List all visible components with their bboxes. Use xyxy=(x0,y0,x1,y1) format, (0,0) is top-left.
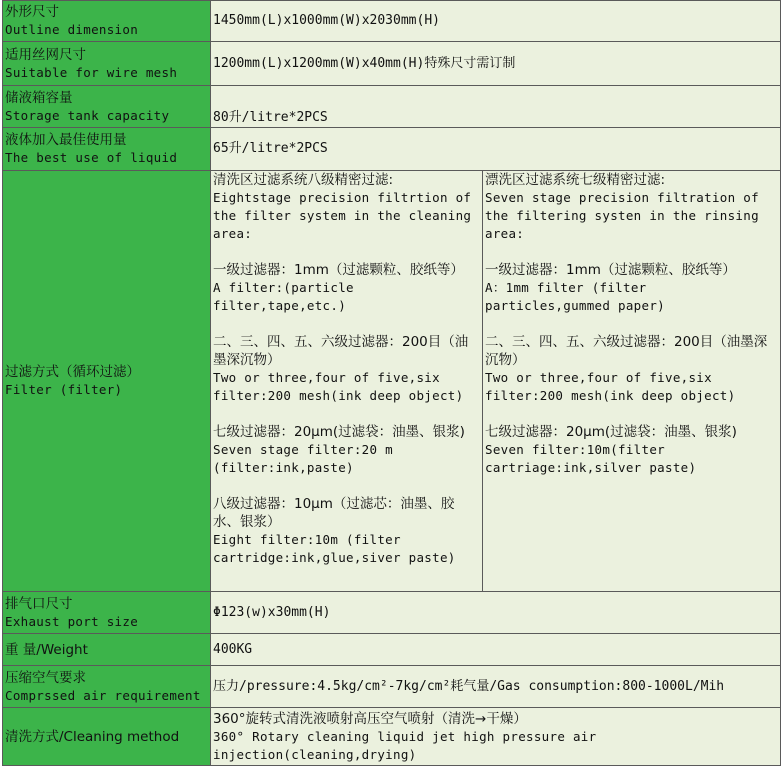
row-wire-mesh xyxy=(3,42,781,86)
cleaning-stage7-zh: 七级过滤器：20μm(过滤袋：油墨、银浆) xyxy=(213,424,465,440)
liquid-value xyxy=(211,128,781,171)
row-best-liquid xyxy=(3,128,781,171)
mesh-label xyxy=(3,42,211,86)
row-storage-tank xyxy=(3,86,781,128)
weight-value-text: 400KG xyxy=(213,641,253,657)
mesh-label-zh: 适用丝网尺寸 xyxy=(5,46,86,63)
liquid-label xyxy=(3,128,211,171)
outline-value xyxy=(211,1,781,42)
liquid-value-text: 65升/litre*2PCS xyxy=(213,141,328,156)
spacer xyxy=(213,405,480,423)
spacer xyxy=(213,315,480,333)
spacer xyxy=(485,405,778,423)
outline-value-text: 1450mm(L)x1000mm(W)x2030mm(H) xyxy=(213,13,440,28)
row-compressed-air xyxy=(3,666,781,708)
rinsing-stage1-zh: 一级过滤器：1mm（过滤颗粒、胶纸等） xyxy=(485,262,736,278)
row-cleaning-method xyxy=(3,708,781,766)
cleaning-method-value-en: 360° Rotary cleaning liquid jet high pressure air injection(cleaning,drying) xyxy=(213,728,597,762)
tank-label-zh: 储液箱容量 xyxy=(5,89,73,106)
air-label-zh: 压缩空气要求 xyxy=(5,669,86,686)
cleaning-method-value xyxy=(211,708,781,766)
tank-label xyxy=(3,86,211,128)
outline-label xyxy=(3,1,211,42)
mesh-value xyxy=(211,42,781,86)
row-weight xyxy=(3,634,781,666)
filter-label xyxy=(3,171,211,592)
weight-value xyxy=(211,634,781,666)
outline-label-en: Outline dimension xyxy=(5,22,139,37)
exhaust-value-text: Φ123(w)x30mm(H) xyxy=(213,604,331,620)
weight-label-text: 重 量/Weight xyxy=(5,641,88,658)
rinsing-stage2-en: Two or three,four of five,six filter:200 mesh(ink deep object) xyxy=(485,370,736,403)
filter-label-zh: 过滤方式（循环过滤） xyxy=(5,364,140,380)
row-outline-dimension xyxy=(3,1,781,42)
rinsing-filter-column xyxy=(483,171,781,592)
row-filter xyxy=(3,171,781,592)
cleaning-title-zh: 清洗区过滤系统八级精密过滤: xyxy=(213,172,394,188)
row-exhaust-port xyxy=(3,592,781,634)
cleaning-stage8-zh: 八级过滤器：10μm（过滤芯：油墨、胶水、银浆） xyxy=(213,496,455,530)
cleaning-stage8-en: Eight filter:10m (filter cartridge:ink,glue,siver paste) xyxy=(213,532,456,565)
rinsing-stage1-en: A：1mm filter (filter particles,gummed paper) xyxy=(485,280,665,313)
rinsing-stage7-en: Seven filter:10m(filter cartriage:ink,silver paste) xyxy=(485,442,697,475)
spacer xyxy=(485,315,778,333)
tank-value xyxy=(211,86,781,128)
tank-label-en: Storage tank capacity xyxy=(5,107,170,123)
exhaust-label-zh: 排气口尺寸 xyxy=(5,595,73,612)
cleaning-stage2-en: Two or three,four of five,six filter:200 mesh(ink deep object) xyxy=(213,370,464,403)
air-label-en: Comprssed air requirement xyxy=(5,687,201,703)
rinsing-title-en: Seven stage precision filtration of the filtering systen in the rinsing area: xyxy=(485,190,759,241)
mesh-value-text: 1200mm(L)x1200mm(W)x40mm(H)特殊尺寸需订制 xyxy=(213,55,516,71)
cleaning-method-label xyxy=(3,708,211,766)
cleaning-stage1-zh: 一级过滤器：1mm（过滤颗粒、胶纸等） xyxy=(213,262,464,278)
cleaning-method-label-text: 清洗方式/Cleaning method xyxy=(5,728,180,745)
air-value-text: 压力/pressure:4.5kg/cm²-7kg/cm²耗气量/Gas consumption:800-1000L/Mih xyxy=(213,678,725,694)
cleaning-stage7-en: Seven stage filter:20 m (filter:ink,paste) xyxy=(213,442,393,475)
filter-label-en: Filter (filter) xyxy=(5,382,123,397)
outline-label-zh: 外形尺寸 xyxy=(5,4,59,20)
spec-table xyxy=(2,0,781,766)
exhaust-label xyxy=(3,592,211,634)
spacer xyxy=(213,477,480,495)
tank-value-text: 80升/litre*2PCS xyxy=(213,110,328,125)
cleaning-stage2-zh: 二、三、四、五、六级过滤器：200目（油墨深沉物） xyxy=(213,334,469,368)
cleaning-filter-column xyxy=(211,171,483,592)
cleaning-stage1-en: A filter:(particle filter,tape,etc.) xyxy=(213,280,354,313)
mesh-label-en: Suitable for wire mesh xyxy=(5,64,178,80)
exhaust-label-en: Exhaust port size xyxy=(5,613,139,629)
weight-label xyxy=(3,634,211,666)
rinsing-title-zh: 漂洗区过滤系统七级精密过滤: xyxy=(485,172,666,188)
liquid-label-en: The best use of liquid xyxy=(5,150,178,165)
liquid-label-zh: 液体加入最佳使用量 xyxy=(5,132,127,148)
spacer xyxy=(213,243,480,261)
rinsing-stage7-zh: 七级过滤器：20μm(过滤袋：油墨、银浆) xyxy=(485,424,737,440)
air-label xyxy=(3,666,211,708)
exhaust-value xyxy=(211,592,781,634)
air-value xyxy=(211,666,781,708)
rinsing-stage2-zh: 二、三、四、五、六级过滤器：200目（油墨深沉物） xyxy=(485,334,768,368)
cleaning-method-value-zh: 360°旋转式清洗液喷射高压空气喷射（清洗→干燥） xyxy=(213,710,527,727)
spacer xyxy=(485,243,778,261)
cleaning-title-en: Eightstage precision filtrtion of the filter system in the cleaning area: xyxy=(213,190,472,241)
